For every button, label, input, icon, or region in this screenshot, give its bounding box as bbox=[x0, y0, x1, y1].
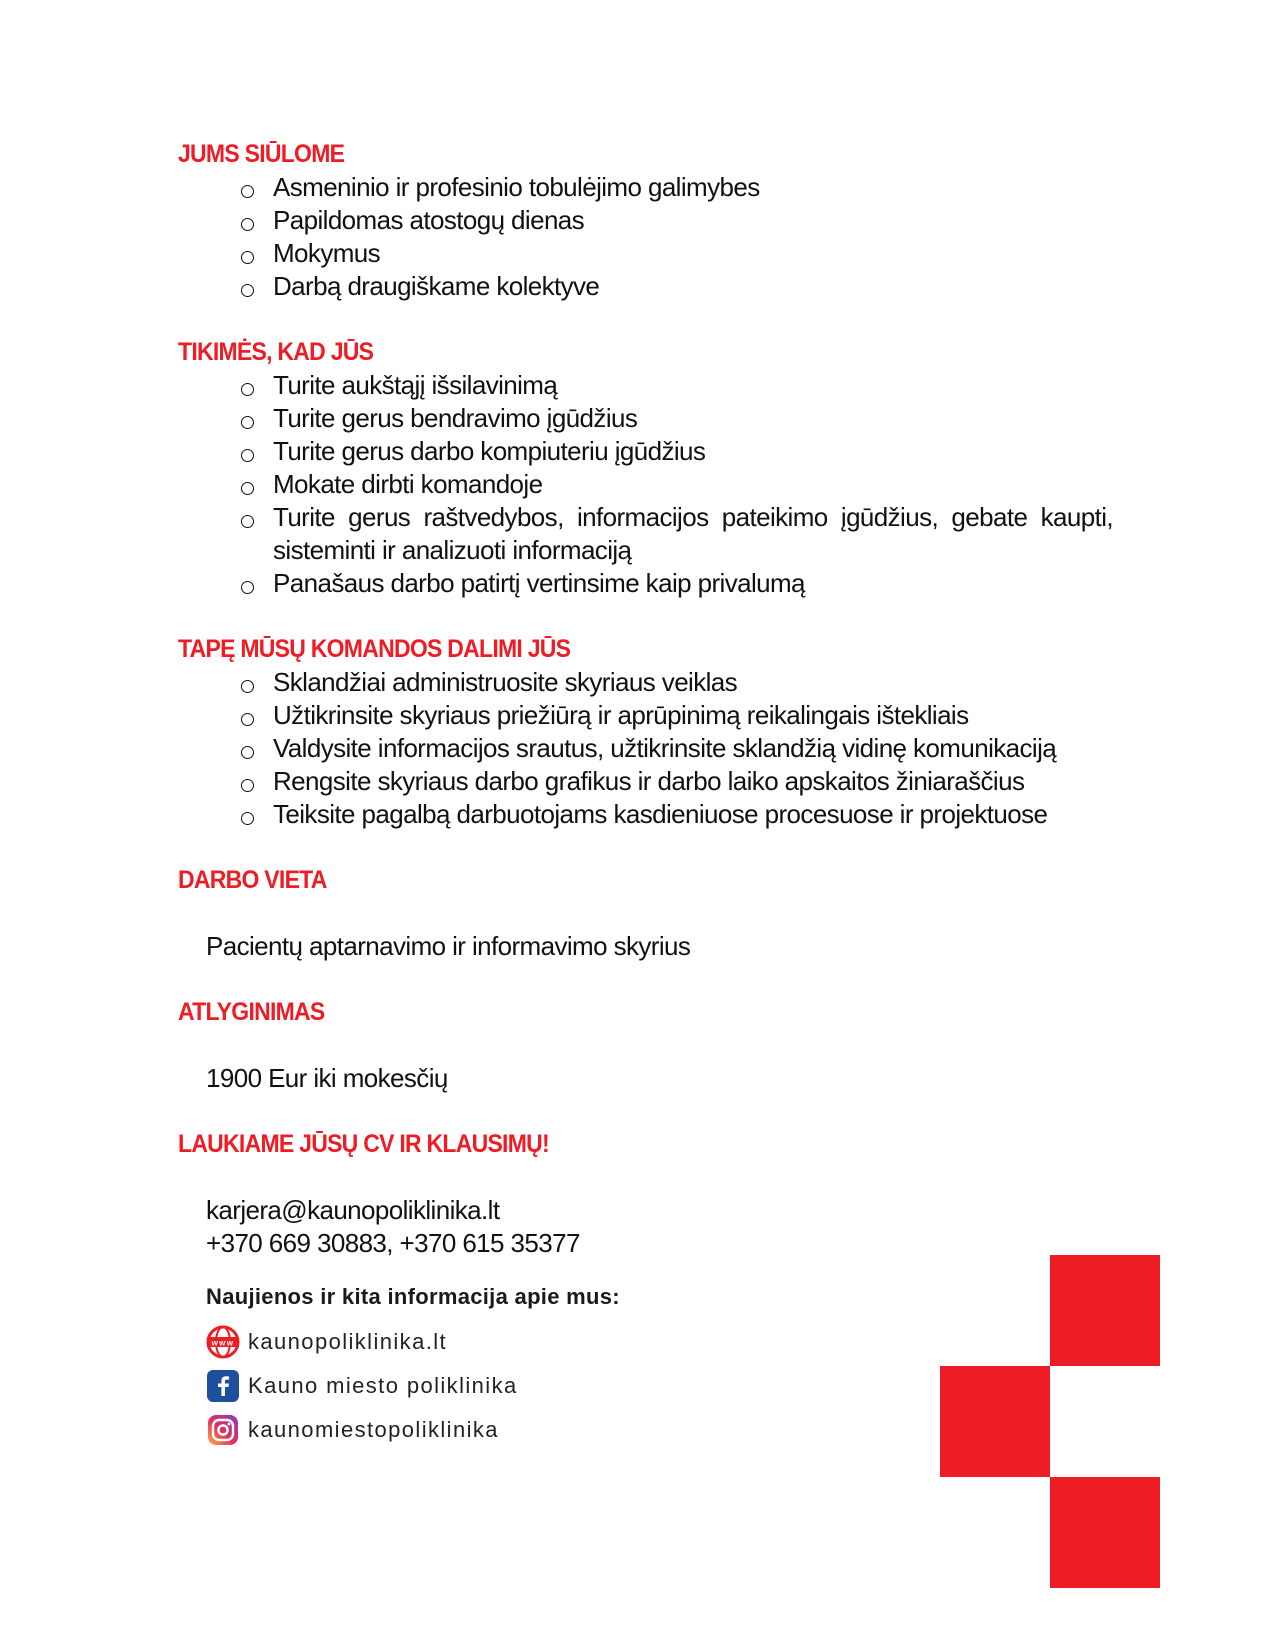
contact-phones: +370 669 30883, +370 615 35377 bbox=[206, 1228, 580, 1258]
list-item: Mokate dirbti komandoje bbox=[241, 468, 1113, 501]
list-item: Darbą draugiškame kolektyve bbox=[241, 270, 1113, 303]
facebook-link[interactable] bbox=[206, 1364, 620, 1408]
list-item: Teiksite pagalbą darbuotojams kasdieniuose procesuose ir projektuose bbox=[241, 798, 1113, 831]
circle-bullet-icon bbox=[241, 482, 254, 495]
circle-bullet-icon bbox=[241, 581, 254, 594]
expectations-list bbox=[178, 369, 1113, 600]
workplace-value: Pacientų aptarnavimo ir informavimo skyrius bbox=[206, 931, 691, 961]
decor-square-bottom bbox=[1050, 1477, 1160, 1588]
list-item: Mokymus bbox=[241, 237, 1113, 270]
circle-bullet-icon bbox=[241, 185, 254, 198]
section-heading-contact: LAUKIAME JŪSŲ CV IR KLAUSIMŲ! bbox=[178, 1130, 549, 1158]
circle-bullet-icon bbox=[241, 251, 254, 264]
list-item: Turite gerus raštvedybos, informacijos pateikimo įgūdžius, gebate kaupti, sisteminti ir analizuoti informaciją bbox=[241, 501, 1113, 567]
list-item: Sklandžiai administruosite skyriaus veiklas bbox=[241, 666, 1113, 699]
duties-list bbox=[178, 666, 1113, 831]
circle-bullet-icon bbox=[241, 416, 254, 429]
section-heading-salary: ATLYGINIMAS bbox=[178, 998, 325, 1026]
social-title: Naujienos ir kita informacija apie mus: bbox=[206, 1284, 620, 1309]
circle-bullet-icon bbox=[241, 746, 254, 759]
list-item: Turite gerus bendravimo įgūdžius bbox=[241, 402, 1113, 435]
list-item: Rengsite skyriaus darbo grafikus ir darbo laiko apskaitos žiniaraščius bbox=[241, 765, 1113, 798]
facebook-label: Kauno miesto poliklinika bbox=[248, 1373, 518, 1398]
salary-value: 1900 Eur iki mokesčių bbox=[206, 1063, 448, 1093]
list-item: Turite gerus darbo kompiuteriu įgūdžius bbox=[241, 435, 1113, 468]
contact-email[interactable]: karjera@kaunopoliklinika.lt bbox=[206, 1195, 500, 1225]
website-link[interactable] bbox=[206, 1320, 620, 1364]
job-ad-body bbox=[178, 138, 1113, 1260]
section-heading-expectations: TIKIMĖS, KAD JŪS bbox=[178, 338, 374, 366]
section-heading-workplace: DARBO VIETA bbox=[178, 866, 327, 894]
svg-text:www: www bbox=[211, 1338, 235, 1348]
list-item: Panašaus darbo patirtį vertinsime kaip privalumą bbox=[241, 567, 1113, 600]
section-heading-offer: JUMS SIŪLOME bbox=[178, 140, 345, 168]
facebook-icon bbox=[206, 1369, 240, 1403]
circle-bullet-icon bbox=[241, 383, 254, 396]
section-heading-duties: TAPĘ MŪSŲ KOMANDOS DALIMI JŪS bbox=[178, 635, 571, 663]
decor-square-top bbox=[1050, 1255, 1160, 1366]
circle-bullet-icon bbox=[241, 515, 254, 528]
list-item: Papildomas atostogų dienas bbox=[241, 204, 1113, 237]
circle-bullet-icon bbox=[241, 680, 254, 693]
list-item: Valdysite informacijos srautus, užtikrinsite sklandžią vidinę komunikaciją bbox=[241, 732, 1113, 765]
list-item: Turite aukštąjį išsilavinimą bbox=[241, 369, 1113, 402]
instagram-icon bbox=[206, 1413, 240, 1447]
circle-bullet-icon bbox=[241, 713, 254, 726]
circle-bullet-icon bbox=[241, 284, 254, 297]
social-links bbox=[206, 1284, 620, 1452]
circle-bullet-icon bbox=[241, 779, 254, 792]
instagram-link[interactable] bbox=[206, 1408, 620, 1452]
website-label: kaunopoliklinika.lt bbox=[248, 1329, 448, 1354]
circle-bullet-icon bbox=[241, 218, 254, 231]
www-globe-icon bbox=[206, 1325, 240, 1359]
offer-list bbox=[178, 171, 1113, 303]
list-item: Užtikrinsite skyriaus priežiūrą ir aprūpinimą reikalingais ištekliais bbox=[241, 699, 1113, 732]
circle-bullet-icon bbox=[241, 812, 254, 825]
circle-bullet-icon bbox=[241, 449, 254, 462]
decor-square-middle bbox=[940, 1366, 1050, 1477]
list-item: Asmeninio ir profesinio tobulėjimo galimybes bbox=[241, 171, 1113, 204]
instagram-label: kaunomiestopoliklinika bbox=[248, 1417, 499, 1442]
